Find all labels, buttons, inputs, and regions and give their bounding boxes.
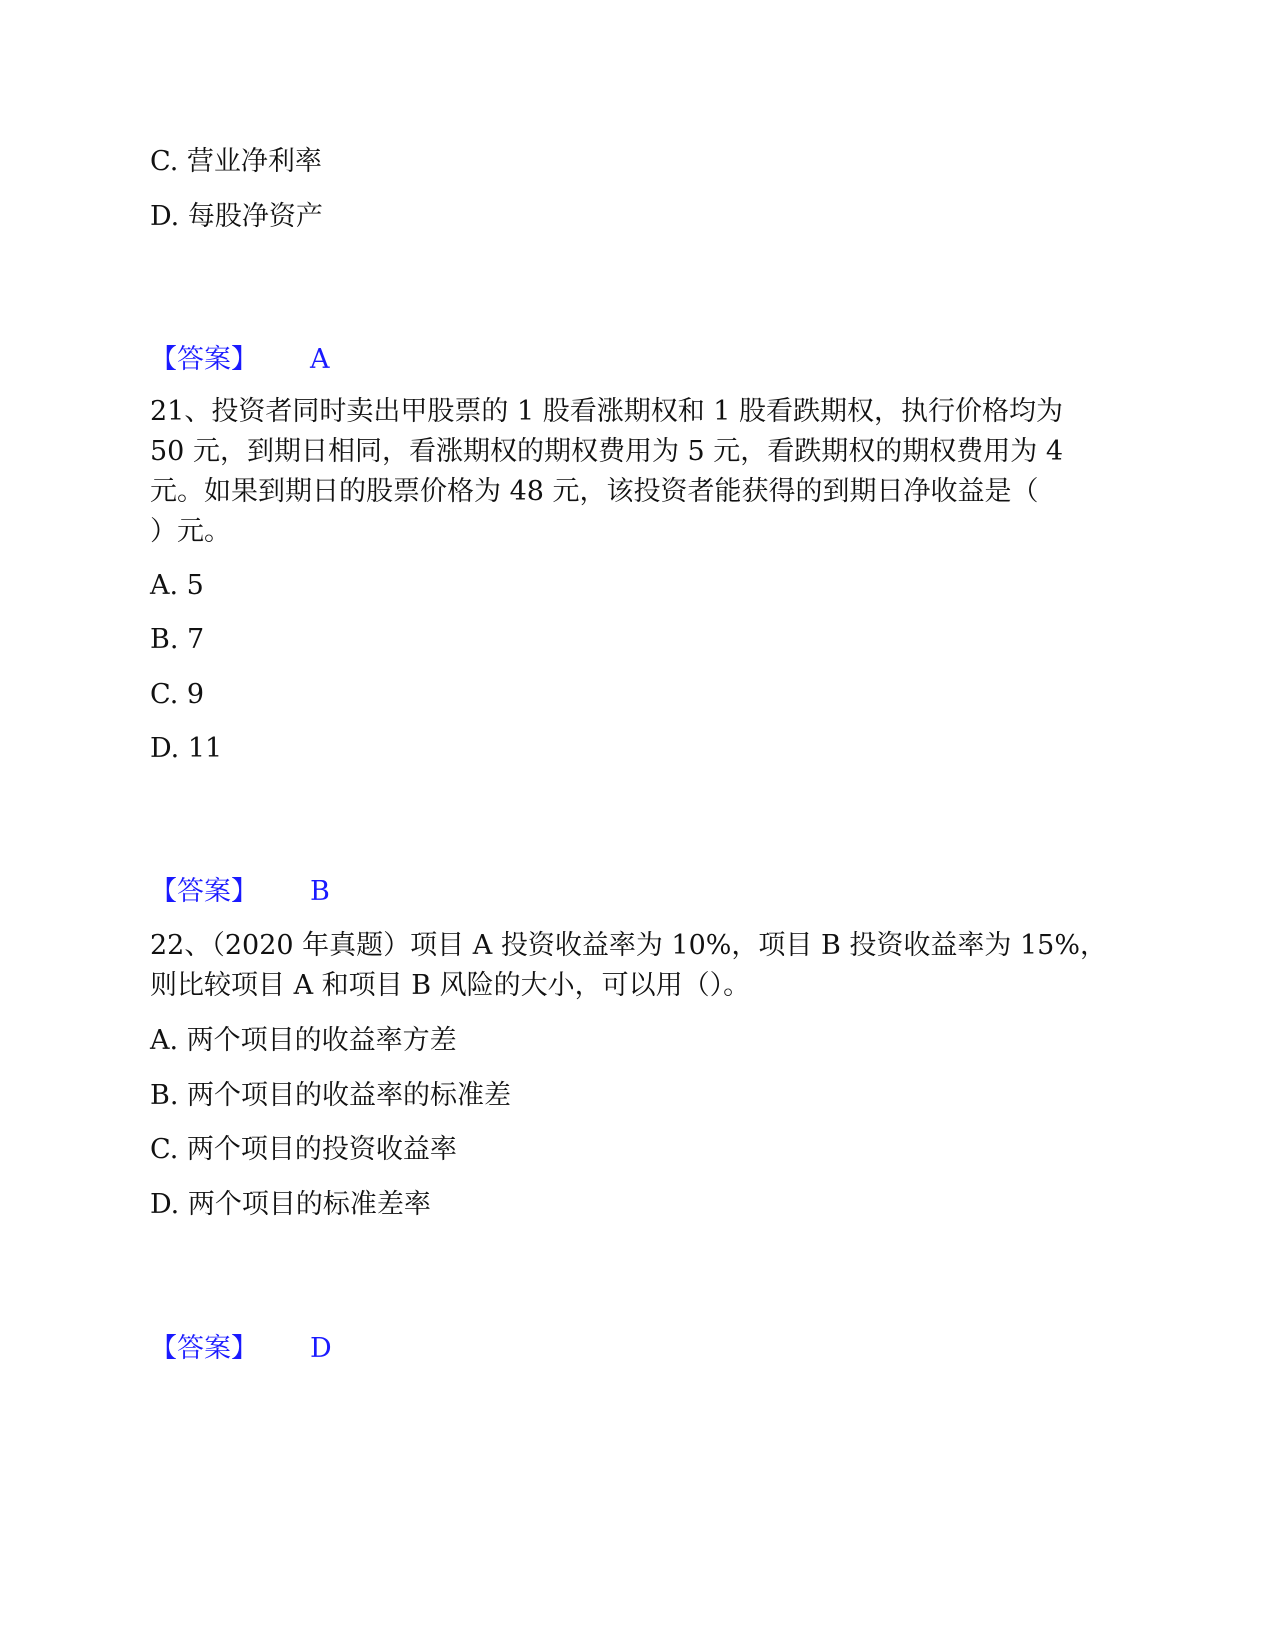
question-22-line-1: 22、（2020 年真题）项目 A 投资收益率为 10%，项目 B 投资收益率为 15%， bbox=[150, 930, 1108, 961]
q21-option-b: B. 7 bbox=[150, 624, 205, 655]
q21-option-d: D. 11 bbox=[150, 733, 223, 764]
answer-value: D bbox=[310, 1333, 332, 1364]
question-21-line-3: 元。如果到期日的股票价格为 48 元，该投资者能获得的到期日净收益是（ bbox=[150, 476, 1039, 507]
answer-row-prev bbox=[150, 342, 330, 378]
question-21-line-4: ）元。 bbox=[150, 516, 231, 547]
q22-option-b: B. 两个项目的收益率的标准差 bbox=[150, 1080, 512, 1111]
option-c-prev: C. 营业净利率 bbox=[150, 146, 322, 177]
answer-row-21 bbox=[150, 874, 330, 910]
answer-label: 【答案】 bbox=[150, 876, 258, 907]
answer-value: A bbox=[310, 344, 330, 375]
q22-option-a: A. 两个项目的收益率方差 bbox=[150, 1025, 457, 1056]
question-22-line-2: 则比较项目 A 和项目 B 风险的大小，可以用（）。 bbox=[150, 970, 751, 1001]
answer-row-22 bbox=[150, 1331, 332, 1367]
answer-label: 【答案】 bbox=[150, 344, 258, 375]
q21-option-c: C. 9 bbox=[150, 679, 205, 710]
question-21-line-2: 50 元，到期日相同，看涨期权的期权费用为 5 元，看跌期权的期权费用为 4 bbox=[150, 436, 1064, 467]
question-21 bbox=[150, 392, 1110, 552]
answer-label: 【答案】 bbox=[150, 1333, 258, 1364]
question-22 bbox=[150, 926, 1110, 1006]
q22-option-c: C. 两个项目的投资收益率 bbox=[150, 1134, 457, 1165]
option-d-prev: D. 每股净资产 bbox=[150, 201, 323, 232]
q22-option-d: D. 两个项目的标准差率 bbox=[150, 1189, 431, 1220]
answer-value: B bbox=[310, 876, 330, 907]
question-21-line-1: 21、投资者同时卖出甲股票的 1 股看涨期权和 1 股看跌期权，执行价格均为 bbox=[150, 396, 1064, 427]
q21-option-a: A. 5 bbox=[150, 570, 204, 601]
